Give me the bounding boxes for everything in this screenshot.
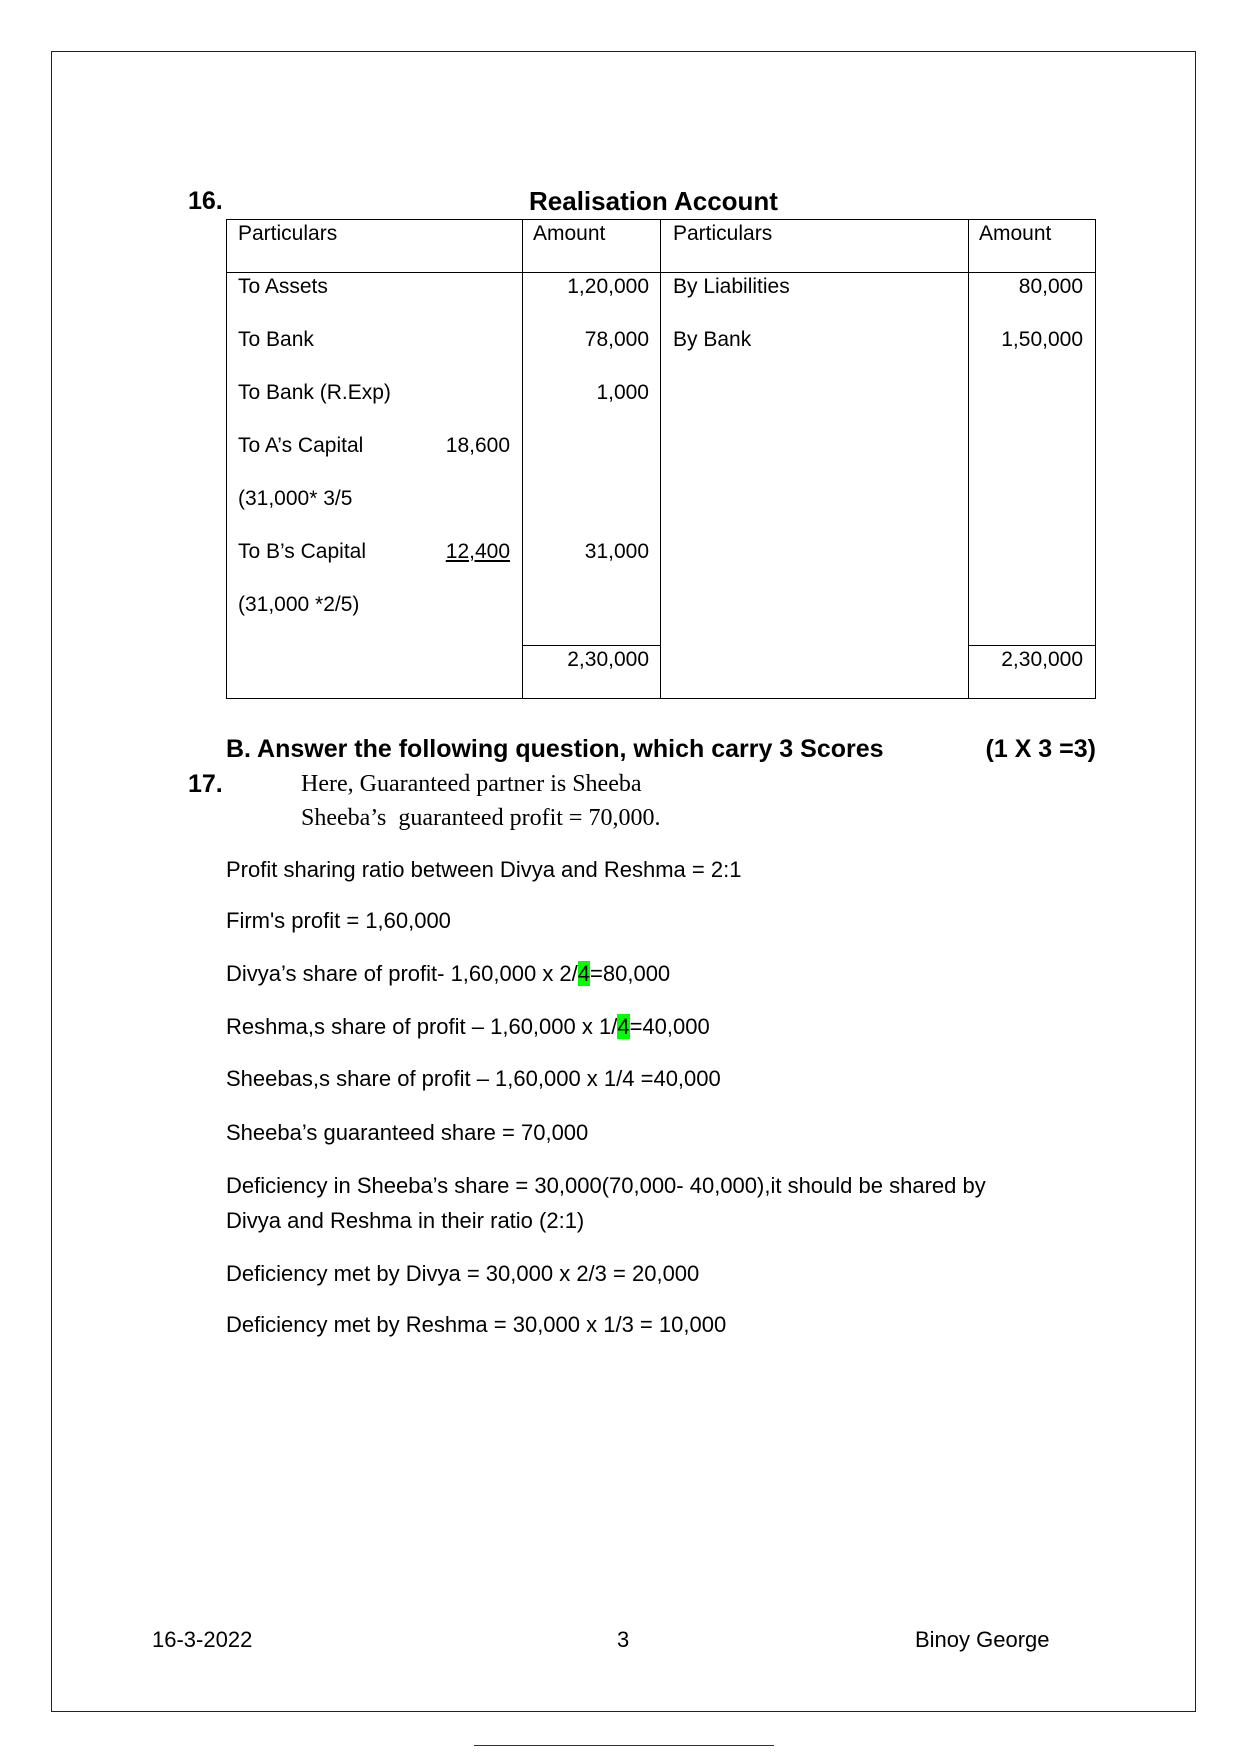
total-rule-left [522,645,660,646]
header-amount-credit: Amount [979,222,1052,245]
footer-author: Binoy George [915,1627,1050,1652]
divya-deficiency-line: Deficiency met by Divya = 30,000 x 2/3 = 20,000 [226,1261,700,1286]
highlighted-denominator: 4 [617,1014,630,1039]
question-16-number: 16. [188,187,223,215]
header-divider [227,272,1095,273]
divya-share-text: Divya’s share of profit- 1,60,000 x 2/ [226,961,578,986]
debit-particulars-note: (31,000 *2/5) [238,593,360,616]
debit-amount: 1,000 [596,381,649,404]
credit-particulars: By Bank [673,328,752,351]
firm-profit-line: Firm's profit = 1,60,000 [226,908,451,933]
header-amount-debit: Amount [533,222,606,245]
sheeba-guaranteed-line: Sheeba’s guaranteed share = 70,000 [226,1120,589,1145]
section-b-marks: (1 X 3 =3) [985,735,1096,763]
table-row [227,275,1095,299]
reshma-deficiency-line: Deficiency met by Reshma = 30,000 x 1/3 = 10,000 [226,1312,727,1337]
credit-total: 2,30,000 [1001,648,1083,671]
table-row [227,434,1095,458]
sheeba-share-line: Sheebas,s share of profit – 1,60,000 x 1/4 =40,000 [226,1066,721,1091]
table-row [227,381,1095,405]
guaranteed-profit-line: Sheeba’s guaranteed profit = 70,000. [301,805,661,831]
total-rule-right [968,645,1096,646]
reshma-share-result: =40,000 [629,1014,710,1039]
reshma-share-line [226,1012,710,1042]
divya-share-line [226,959,670,989]
partner-share-amount: 18,600 [445,434,510,457]
divya-share-result: =80,000 [590,961,671,986]
deficiency-line-continued: Divya and Reshma in their ratio (2:1) [226,1208,585,1233]
table-row [227,487,1095,511]
debit-amount: 78,000 [584,328,649,351]
realisation-account-title: Realisation Account [529,186,778,216]
debit-amount: 1,20,000 [567,275,649,298]
section-b-heading: B. Answer the following question, which carry 3 Scores [226,735,884,763]
debit-total: 2,30,000 [567,648,649,671]
debit-particulars: To B’s Capital [238,540,367,563]
debit-amount: 31,000 [584,540,649,563]
debit-particulars: To Bank (R.Exp) [238,381,391,404]
reshma-share-text: Reshma,s share of profit – 1,60,000 x 1/ [226,1014,618,1039]
header-particulars-credit: Particulars [673,222,773,245]
question-17-number: 17. [188,770,223,798]
credit-amount: 80,000 [1018,275,1083,298]
header-particulars-debit: Particulars [238,222,338,245]
profit-ratio-line: Profit sharing ratio between Divya and Reshma = 2:1 [226,857,742,882]
credit-particulars: By Liabilities [673,275,790,298]
debit-particulars: To Bank [238,328,314,351]
table-row [227,593,1095,617]
bottom-rule [474,1745,774,1746]
deficiency-line: Deficiency in Sheeba’s share = 30,000(70,000- 40,000),it should be shared by [226,1173,986,1198]
guaranteed-partner-line: Here, Guaranteed partner is Sheeba [301,771,642,797]
realisation-account-table [226,219,1096,699]
footer-page-number: 3 [617,1627,630,1652]
partner-share-amount: 12,400 [445,540,510,563]
highlighted-denominator: 4 [577,961,591,986]
footer-date: 16-3-2022 [152,1627,253,1652]
debit-particulars: To Assets [238,275,328,298]
credit-amount: 1,50,000 [1001,328,1083,351]
debit-particulars: To A’s Capital [238,434,364,457]
debit-particulars-note: (31,000* 3/5 [238,487,353,510]
table-row [227,328,1095,352]
table-row [227,540,1095,564]
